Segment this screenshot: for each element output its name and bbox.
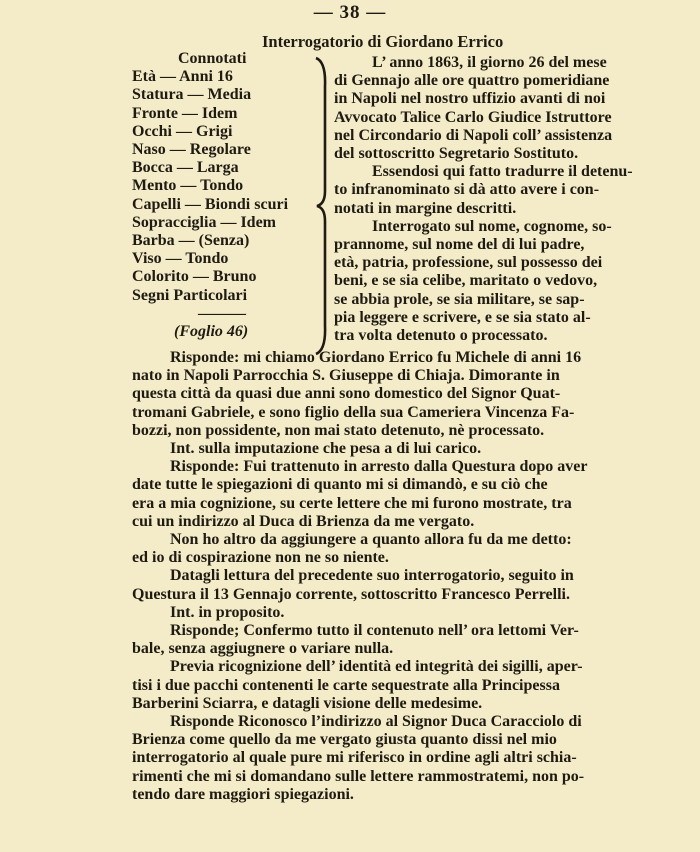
connotati-dash: ——— xyxy=(198,304,246,322)
brace-icon xyxy=(312,56,334,356)
body-line: Risponde: Fui trattenuto in arresto dalla Questura dopo aver xyxy=(170,458,588,476)
body-line: ed io di cospirazione non ne so niente. xyxy=(132,549,389,567)
interrogation-body xyxy=(132,349,654,804)
body-line: Barberini Sciarra, e datagli visione delle medesime. xyxy=(132,694,483,712)
body-line: Risponde: mi chiamo Giordano Errico fu Michele di anni 16 xyxy=(170,349,582,366)
preamble-line: Essendosi qui fatto tradurre il detenu- xyxy=(372,163,633,181)
body-line: bozzi, non possidente, non mai stato detenuto, nè processato. xyxy=(132,421,545,439)
body-line: date tutte le spiegazioni di quanto mi si dimandò, e su ciò che xyxy=(132,476,548,494)
preamble-line: del sottoscritto Segretario Sostituto. xyxy=(334,145,579,163)
body-line: questa città da quasi due anni sono domestico del Signor Quat- xyxy=(132,385,561,403)
preamble-line: prannome, sul nome del di lui padre, xyxy=(334,236,585,254)
body-line: rimenti che mi si domandano sulle lettere rammostratemi, non po- xyxy=(132,767,585,785)
body-line: tendo dare maggiori spiegazioni. xyxy=(132,785,354,803)
body-line: Int. in proposito. xyxy=(170,603,285,621)
body-line: tromani Gabriele, e sono figlio della sua Cameriera Vincenza Fa- xyxy=(132,403,575,421)
connotati-line: Naso — Regolare xyxy=(132,141,251,159)
preamble-line: notati in margine descritti. xyxy=(334,199,517,217)
body-line: Brienza come quello da me vergato giusta quanto dissi nel mio xyxy=(132,731,557,749)
body-line: Questura il 13 Gennajo corrente, sottoscritto Francesco Perrelli. xyxy=(132,585,570,603)
connotati-line: Viso — Tondo xyxy=(132,250,229,268)
body-line: era a mia cognizione, su certe lettere che mi furono mostrate, tra xyxy=(132,494,572,512)
connotati-line: Colorito — Bruno xyxy=(132,268,257,286)
preamble-line: nel Circondario di Napoli coll’ assistenza xyxy=(334,126,613,144)
connotati-line: Statura — Media xyxy=(132,86,252,104)
connotati-line: Bocca — Larga xyxy=(132,159,239,177)
preamble-line: età, patria, professione, sul possesso dei xyxy=(334,254,603,272)
connotati-line: Capelli — Biondi scuri xyxy=(132,195,289,213)
page-title: Interrogatorio di Giordano Errico xyxy=(262,32,504,51)
connotati-line: Occhi — Grigi xyxy=(132,122,233,140)
preamble-line: tra volta detenuto o processato. xyxy=(334,327,548,345)
body-line: nato in Napoli Parrocchia S. Giuseppe di Chiaja. Dimorante in xyxy=(132,367,560,385)
body-line: Datagli lettura del precedente suo interrogatorio, seguito in xyxy=(170,567,574,585)
connotati-line: Fronte — Idem xyxy=(132,104,238,122)
body-line: tisi i due pacchi contenenti le carte sequestrate alla Principessa xyxy=(132,676,560,694)
connotati-line: Età — Anni 16 xyxy=(132,68,233,86)
preamble-line: to infranominato si dà atto avere i con- xyxy=(334,181,600,199)
body-line: Previa ricognizione dell’ identità ed integrità dei sigilli, aper- xyxy=(170,658,583,676)
page-number: — 38 — xyxy=(313,2,387,23)
connotati-line: Sopracciglia — Idem xyxy=(132,213,276,231)
body-line: Non ho altro da aggiungere a quanto allora fu da me detto: xyxy=(170,531,572,549)
connotati-line: Mento — Tondo xyxy=(132,177,244,195)
body-line: interrogatorio al quale pure mi riferisco in ordine agli altri schia- xyxy=(132,749,577,767)
foglio-reference: (Foglio 46) xyxy=(174,323,249,341)
preamble-line: se abbia prole, se sia militare, se sap- xyxy=(334,290,585,308)
connotati-heading: Connotati xyxy=(178,50,247,67)
body-line: Risponde Riconosco l’indirizzo al Signor Duca Caracciolo di xyxy=(170,713,582,731)
connotati-line: Barba — (Senza) xyxy=(132,232,250,250)
preamble-column xyxy=(334,54,654,345)
body-line: bale, senza aggiugnere o variare nulla. xyxy=(132,640,394,658)
body-line: Risponde; Confermo tutto il contenuto nell’ ora lettomi Ver- xyxy=(170,622,579,640)
connotati-list xyxy=(132,68,322,305)
preamble-line: L’ anno 1863, il giorno 26 del mese xyxy=(372,54,607,71)
preamble-line: Interrogato sul nome, cognome, so- xyxy=(372,217,612,235)
body-line: cui un indirizzo al Duca di Brienza da me vergato. xyxy=(132,512,475,530)
connotati-line: Segni Particolari xyxy=(132,286,248,304)
preamble-line: in Napoli nel nostro uffizio avanti di noi xyxy=(334,90,606,108)
preamble-line: pia leggere e scrivere, e se sia stato al- xyxy=(334,308,591,326)
preamble-line: di Gennajo alle ore quattro pomeridiane xyxy=(334,72,610,90)
preamble-line: beni, e se sia celibe, maritato o vedovo, xyxy=(334,272,598,290)
preamble-line: Avvocato Talice Carlo Giudice Istruttore xyxy=(334,108,612,126)
connotati-column xyxy=(132,50,322,341)
body-line: Int. sulla imputazione che pesa a di lui carico. xyxy=(170,440,482,458)
